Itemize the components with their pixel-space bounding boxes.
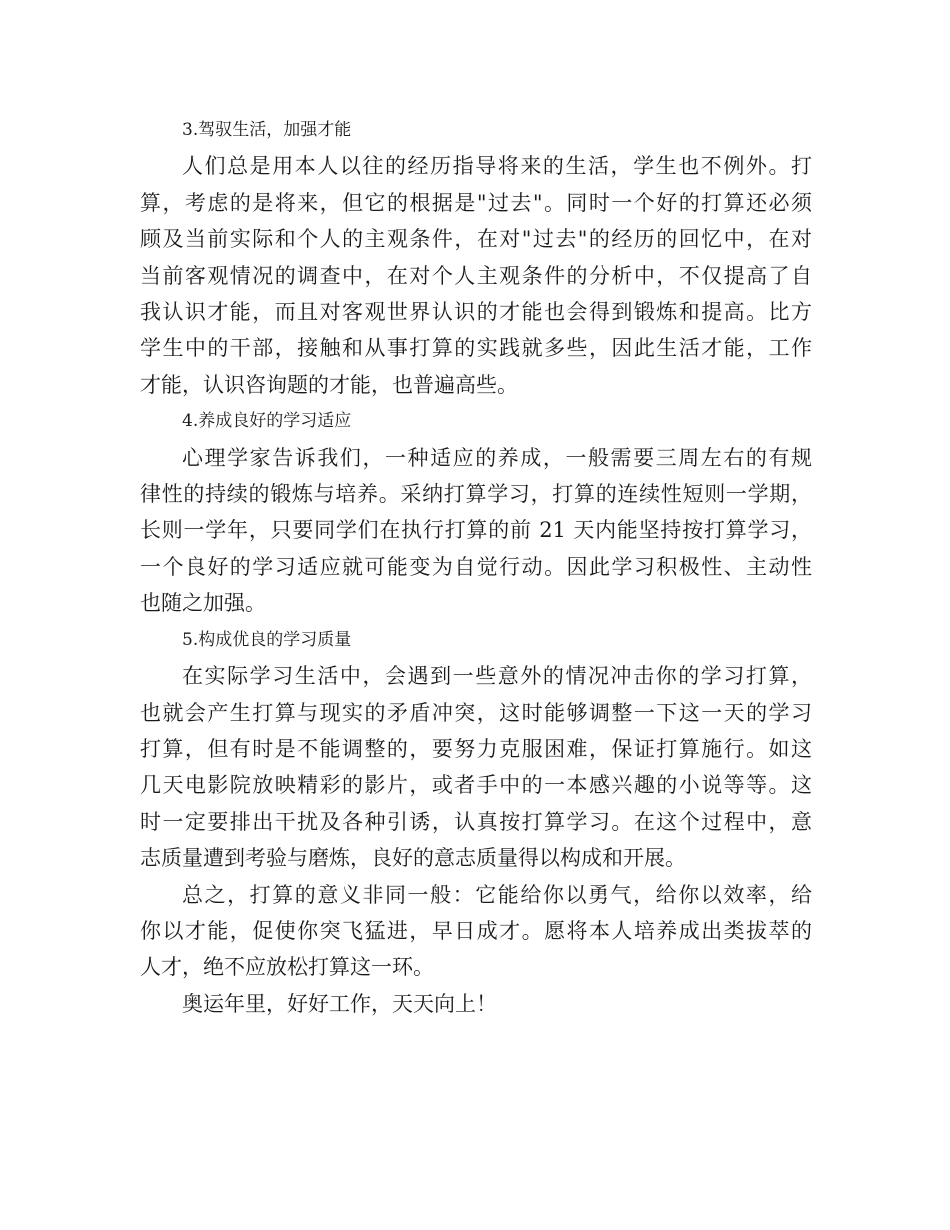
paragraph-line: 人们总是用本人以往的经历指导将来的生活，学生也不例外。打 (182, 154, 812, 179)
paragraph-line: 总之，打算的意义非同一般：它能给你以勇气，给你以效率，给 (182, 882, 812, 907)
paragraph-line: 打算，但有时是不能调整的，要努力克服困难，保证打算施行。如这 (140, 736, 812, 761)
paragraph-line: 才能，认识咨询题的才能，也普遍高些。 (140, 372, 518, 397)
section-heading-4: 4.养成良好的学习适应 (182, 411, 352, 432)
section-paragraph-4 (140, 440, 812, 622)
paragraph-line: 也就会产生打算与现实的矛盾冲突，这时能够调整一下这一天的学习 (140, 700, 812, 725)
paragraph-line: 算，考虑的是将来，但它的根据是"过去"。同时一个好的打算还必须 (140, 190, 812, 215)
document-body (140, 112, 812, 1022)
closing-line (140, 986, 812, 1022)
paragraph-line: 我认识才能，而且对客观世界认识的才能也会得到锻炼和提高。比方 (140, 300, 812, 325)
paragraph-line: 当前客观情况的调查中，在对个人主观条件的分析中，不仅提高了自 (140, 263, 812, 288)
section-paragraph-3 (140, 148, 812, 403)
paragraph-line: 心理学家告诉我们，一种适应的养成，一般需要三周左右的有规 (182, 445, 812, 470)
paragraph-line: 人才，绝不应放松打算这一环。 (140, 955, 434, 980)
paragraph-line: 你以才能，促使你突飞猛进，早日成才。愿将本人培养成出类拔萃的 (140, 918, 812, 943)
conclusion-paragraph (140, 877, 812, 986)
paragraph-line: 律性的持续的锻炼与培养。采纳打算学习，打算的连续性短则一学期， (140, 482, 812, 507)
paragraph-line: 在实际学习生活中，会遇到一些意外的情况冲击你的学习打算， (182, 664, 812, 689)
paragraph-line: 顾及当前实际和个人的主观条件，在对"过去"的经历的回忆中，在对 (140, 227, 812, 252)
paragraph-line: 志质量遭到考验与磨炼，良好的意志质量得以构成和开展。 (140, 846, 686, 871)
paragraph-line: 一个良好的学习适应就可能变为自觉行动。因此学习积极性、主动性 (140, 554, 812, 579)
paragraph-line: 学生中的干部，接触和从事打算的实践就多些，因此生活才能，工作 (140, 336, 812, 361)
paragraph-line: 几天电影院放映精彩的影片，或者手中的一本感兴趣的小说等等。这 (140, 773, 812, 798)
section-heading-5: 5.构成优良的学习质量 (182, 629, 352, 650)
paragraph-line: 时一定要排出干扰及各种引诱，认真按打算学习。在这个过程中，意 (140, 809, 812, 834)
paragraph-line: 奥运年里，好好工作，天天向上！ (182, 991, 497, 1016)
section-paragraph-5 (140, 658, 812, 876)
section-heading-3: 3.驾驭生活，加强才能 (182, 120, 352, 140)
paragraph-line: 也随之加强。 (140, 591, 266, 616)
paragraph-line: 长则一学年，只要同学们在执行打算的前 21 天内能坚持按打算学习， (140, 518, 812, 543)
